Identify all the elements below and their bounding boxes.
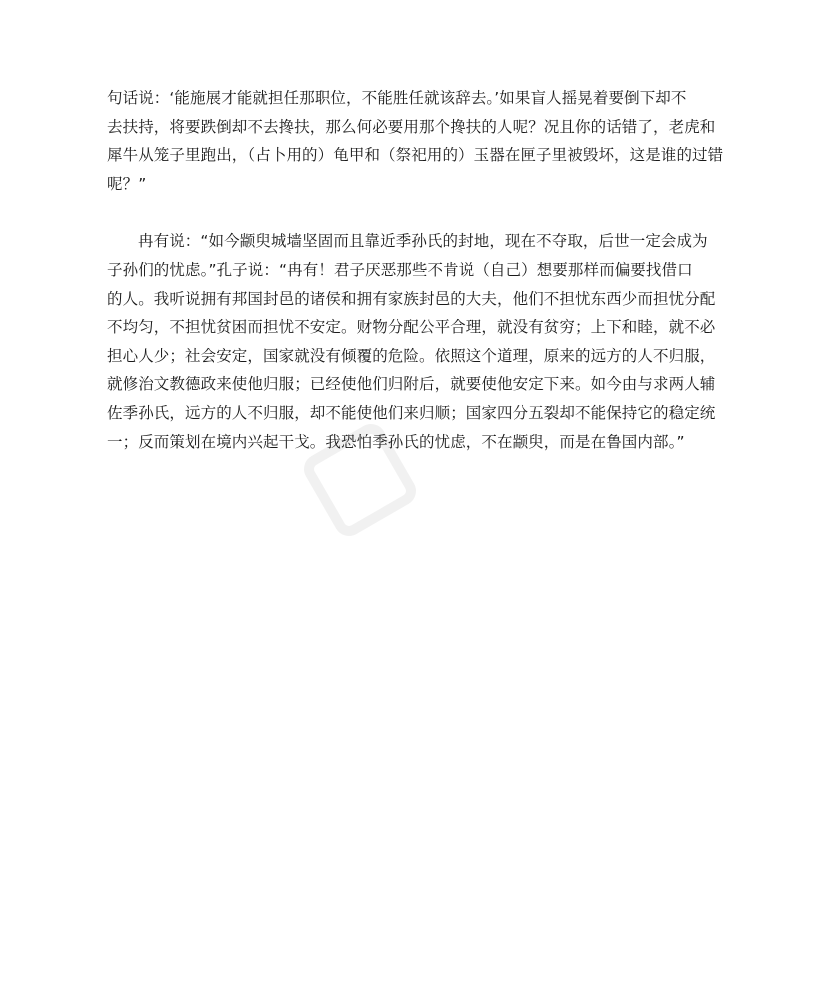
paragraph-gap (107, 198, 727, 227)
text-line: 就修治文教德政来使他归服；已经使他们归附后，就要使他安定下来。如今由与求两人辅 (107, 375, 716, 394)
text-line: 不均匀，不担忧贫困而担忧不安定。财物分配公平合理，就没有贫穷；上下和睦，就不必 (107, 318, 716, 337)
text-line: 的人。我听说拥有邦国封邑的诸侯和拥有家族封邑的大夫，他们不担忧东西少而担忧分配 (107, 289, 716, 308)
text-line: 佐季孙氏，远方的人不归服，却不能使他们来归顺；国家四分五裂却不能保持它的稳定统 (107, 403, 716, 422)
text-line: 一；反而策划在境内兴起干戈。我恐怕季孙氏的忧虑，不在颛臾，而是在鲁国内部。” (107, 432, 685, 451)
paragraph-1 (107, 84, 727, 198)
text-line: 句话说：‘能施展才能就担任那职位，不能胜任就该辞去。’如果盲人摇晃着要倒下却不 (107, 89, 687, 107)
text-line: 呢？” (107, 174, 147, 193)
document-body (107, 84, 727, 456)
text-line: 去扶持，将要跌倒却不去搀扶，那么何必要用那个搀扶的人呢？况且你的话错了，老虎和 (107, 117, 716, 136)
text-line: 冉有说：“如今颛臾城墙坚固而且靠近季孙氏的封地，现在不夺取，后世一定会成为 (138, 232, 708, 251)
text-line: 犀牛从笼子里跑出，（占卜用的）龟甲和（祭祀用的）玉器在匣子里被毁坏，这是谁的过错 (107, 146, 724, 165)
text-line: 子孙们的忧虑。”孔子说：“冉有！君子厌恶那些不肯说（自己）想要那样而偏要找借口 (107, 260, 693, 279)
text-line: 担心人少；社会安定，国家就没有倾覆的危险。依照这个道理，原来的远方的人不归服， (107, 346, 716, 365)
paragraph-2 (107, 227, 727, 456)
